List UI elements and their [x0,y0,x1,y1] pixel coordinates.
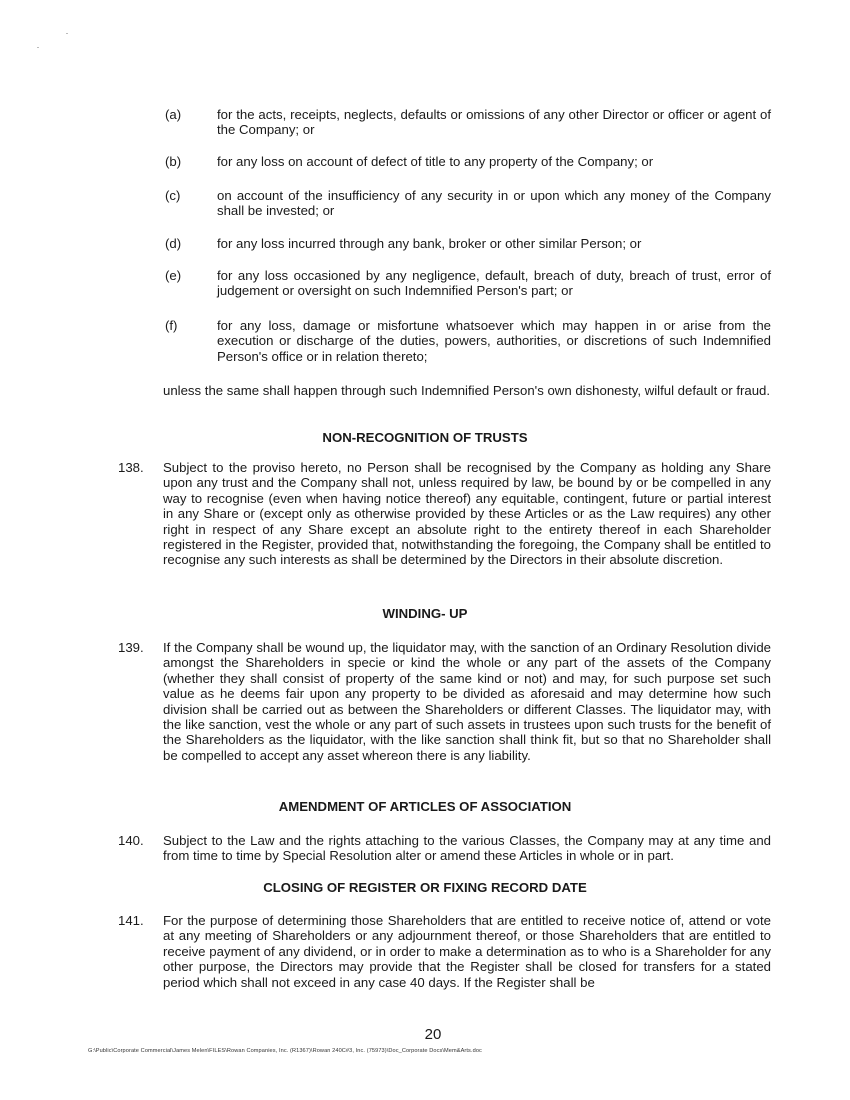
list-item [165,107,771,138]
list-item-text: for any loss on account of defect of title to any property of the Company; or [217,154,654,169]
paragraph-text: Subject to the Law and the rights attaching to the various Classes, the Company may at any time and from time to time by Special Resolution alter or amend these Articles in whole or in part. [163,833,771,864]
list-item-label: (f) [165,318,178,333]
paragraph-number: 139. [118,640,144,655]
list-item [165,154,771,169]
list-item-text: for any loss occasioned by any negligence, default, breach of duty, breach of trust, error of judgement or oversight on such Indemnified Person's part; or [217,268,771,299]
section-heading: WINDING- UP [382,606,468,621]
list-item [165,188,771,219]
section-heading: CLOSING OF REGISTER OR FIXING RECORD DATE [263,880,587,895]
numbered-paragraph [118,460,771,568]
list-item-label: (c) [165,188,181,203]
list-item [165,318,771,364]
section-heading: AMENDMENT OF ARTICLES OF ASSOCIATION [278,799,572,814]
list-item-label: (e) [165,268,182,283]
list-item-text: for any loss, damage or misfortune whatsoever which may happen in or arise from the execution or discharge of the duties, powers, authorities, or discretions of such Indemnified Person's office or in relation thereto; [217,318,771,364]
proviso-paragraph: unless the same shall happen through such Indemnified Person's own dishonesty, wilful default or fraud. [163,383,771,398]
numbered-paragraph [118,913,771,990]
paragraph-number: 138. [118,460,144,475]
section-heading: NON-RECOGNITION OF TRUSTS [322,430,528,445]
list-item-text: for any loss incurred through any bank, broker or other similar Person; or [217,236,642,251]
list-item-text: on account of the insufficiency of any security in or upon which any money of the Company shall be invested; or [217,188,771,219]
paragraph-text: Subject to the proviso hereto, no Person shall be recognised by the Company as holding any Share upon any trust and the Company shall not, unless required by law, be bound by or be compelled in any way to recognise (even when having notice thereof) any equitable, contingent, future or partial interest in any Share or (except only as otherwise provided by these Articles or as the Law requires) any other right in respect of any Share except an absolute right to the entirety thereof in each Shareholder registered in the Register, provided that, notwithstanding the foregoing, the Company shall be entitled to recognise any such interests as shall be determined by the Directors in their absolute discretion. [163,460,771,568]
page-number: 20 [424,1026,442,1043]
list-item-label: (b) [165,154,182,169]
list-item-text: for the acts, receipts, neglects, defaults or omissions of any other Director or officer or agent of the Company; or [217,107,771,138]
list-item [165,268,771,299]
numbered-paragraph [118,640,771,763]
scan-speck [66,33,68,34]
list-item [165,236,771,251]
paragraph-text: If the Company shall be wound up, the liquidator may, with the sanction of an Ordinary Resolution divide amongst the Shareholders in specie or kind the whole or any part of the assets of the Company (whether they shall consist of property of the same kind or not) and may, for such purpose set such value as he deems fair upon any property to be divided as aforesaid and may determine how such division shall be carried out as between the Shareholders or different Classes. The liquidator may, with the like sanction, vest the whole or any part of such assets in trustees upon such trusts for the benefit of the Shareholders as the liquidator, with the like sanction shall think fit, but so that no Shareholder shall be compelled to accept any asset whereon there is any liability. [163,640,771,763]
footer-file-path: G:\Public\Corporate Commercial\James Melen\FILES\Rowan Companies, Inc. (R1367)\Rowan 240C#3, Inc. (75973)\Doc_Corporate Docs\Mem&Arts.doc [88,1048,482,1054]
paragraph-number: 141. [118,913,144,928]
numbered-paragraph [118,833,771,864]
scan-speck [37,47,39,48]
list-item-label: (a) [165,107,182,122]
paragraph-text: For the purpose of determining those Shareholders that are entitled to receive notice of, attend or vote at any meeting of Shareholders or any adjournment thereof, or those Shareholders that are entitled to receive payment of any dividend, or in order to make a determination as to who is a Shareholder for any other purpose, the Directors may provide that the Register shall be closed for transfers for a stated period which shall not exceed in any case 40 days. If the Register shall be [163,913,771,990]
paragraph-number: 140. [118,833,144,848]
list-item-label: (d) [165,236,182,251]
